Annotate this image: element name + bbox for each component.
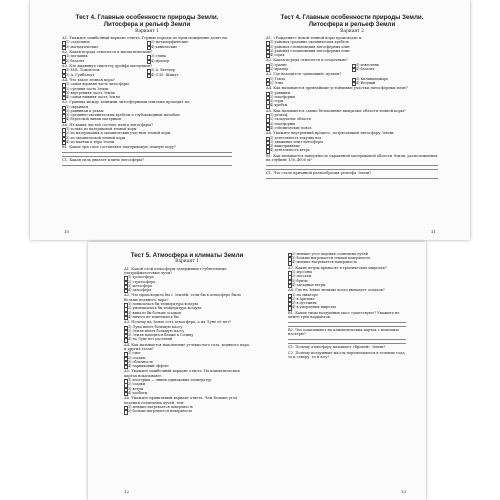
answer-option [288, 260, 406, 264]
options-row [62, 73, 232, 77]
answer-option-text: 4) в умеренных широтах [292, 305, 337, 310]
answer-option-text: 1) меньше нагревается поверхность [128, 405, 193, 410]
answer-option-text: 3) больше нагревается земная поверхность [292, 256, 371, 261]
answer-checkbox[interactable] [266, 127, 270, 131]
answer-checkbox[interactable] [62, 74, 66, 78]
options-row [266, 67, 438, 71]
question-text: С1. Что стало причиной разнообразия рельефа Земли? [266, 170, 372, 175]
answer-option-text: 3) платформы [270, 121, 296, 126]
answer-option-text: 3) районах столкновения литосферных плит [270, 48, 350, 53]
answer-option-text: 2) платформы [270, 95, 296, 100]
question-text: А2. Что происходило бы с Землёй, если бы в атмосфере было больше водяного пара? [124, 293, 241, 302]
answer-option-text: 2) Земля имеет большую массу [128, 328, 185, 333]
variant-label: Вариант 1 [135, 28, 159, 34]
answer-checkbox[interactable] [62, 96, 66, 100]
answer-checkbox[interactable] [147, 60, 151, 64]
answer-option-text: 1) равнины [270, 90, 291, 95]
question-text: С1. Почему атмосферу называют «броней» Земли? [288, 344, 386, 349]
answer-line [266, 178, 438, 179]
answer-line [288, 326, 406, 327]
col-p11 [266, 0, 438, 240]
question-text: А5. Граница между земными литосферными плитами проходит по: [62, 100, 191, 105]
answer-line [288, 343, 406, 344]
answer-option [62, 140, 232, 144]
answer-option-text: 4) на Луне нет растений [128, 337, 173, 342]
answer-option [288, 305, 406, 309]
answer-checkbox[interactable] [62, 46, 66, 50]
question-text: С2. Почему воздушные массы перемещаются в течение года то к северу, то к югу? [288, 350, 405, 359]
answer-option [124, 364, 250, 368]
test-title: Тест 4. Главные особенности природы Земли. Литосфера и рельеф Земли [280, 14, 424, 29]
answer-option-text: 2) из материковых и океанических участков земной коры [66, 131, 171, 136]
answer-option-text: 3) магматические [66, 44, 99, 49]
question-text: А4. Как называются древнейшие устойчивые участки литосферных плит? [266, 86, 408, 91]
answer-option-text: 2) больше нагревается поверхность [128, 409, 193, 414]
question-text: А6. Укажите правильный вариант ответа. Чем больше угол падения солнечных лучей, тем: [124, 396, 238, 405]
answer-option-text: 1) Гекла [270, 76, 286, 81]
answer-option-text: 3) известняк [356, 62, 379, 67]
answer-checkbox[interactable] [124, 338, 128, 342]
answer-option-text: 2) метаморфические [151, 40, 189, 45]
answer-option-text: 3) выпало бы больше осадков [128, 310, 181, 315]
answer-option [62, 95, 232, 99]
answer-option [352, 81, 438, 85]
question-text: А7. Какие ветры приносят в тропических широтах? [288, 265, 387, 270]
page-12 [88, 242, 426, 500]
answer-option-text: 1) тропосфера [128, 275, 154, 280]
col-p10 [62, 0, 232, 240]
answer-checkbox[interactable] [124, 392, 128, 396]
answer-option [266, 126, 438, 130]
answer-checkbox[interactable] [266, 149, 270, 153]
answer-option [266, 81, 352, 85]
answer-option [124, 315, 250, 319]
answer-option-text: 4) деятельность ветра [270, 148, 310, 153]
answer-option-text: 3) ветры [128, 386, 144, 391]
answer-option-text: 2) стратосфера [128, 279, 156, 284]
answer-option-text: 2) движение плит литосферы [270, 139, 323, 144]
options-row [62, 59, 232, 63]
answer-option-text: 3) срединно-океаническим хребтам и глубоководным желобам [66, 113, 180, 118]
answer-option-text: 1) гранит [270, 62, 287, 67]
question-text: А1. Укажите ошибочный вариант ответа. Горные породы по происхождению делят на: [62, 36, 229, 40]
question-text: А3. Почему на Земле есть атмосфера, а на Луне её нет? [124, 320, 232, 325]
answer-option [62, 45, 147, 49]
answer-option-text: 1) смог [128, 351, 141, 356]
answer-option-text: 4) экзосфера [128, 288, 152, 293]
answer-option-text: 4) самая нижняя часть Земли [66, 95, 120, 100]
answer-option-text: 2) осадки [128, 382, 145, 387]
answer-option-text: 4) базальт [356, 67, 375, 72]
answer-checkbox[interactable] [352, 68, 356, 72]
answer-option-text: 2) равнинам и рекам [66, 109, 104, 114]
page-number-11: 11 [430, 229, 436, 234]
answer-option [147, 45, 232, 49]
answer-option-text: 2) уменьшилась бы температура воздуха [128, 306, 202, 311]
answer-checkbox[interactable] [147, 46, 151, 50]
answer-option-text: 1) Луна имеет большую массу [128, 324, 183, 329]
answer-option-text: 4) Везувий [356, 81, 376, 86]
answer-checkbox[interactable] [288, 284, 292, 288]
answer-checkbox[interactable] [288, 261, 292, 265]
answer-checkbox[interactable] [266, 82, 270, 86]
col-p13 [288, 242, 406, 500]
question-text: А3. Где находится «дышащий» вулкан? [266, 72, 342, 77]
answer-option-text: 4) меньше нагревается поверхность [292, 260, 357, 265]
answer-option-text: 4) парниковый эффект [128, 364, 169, 369]
answer-checkbox[interactable] [288, 306, 292, 310]
answer-option-text: 2) Этна [270, 81, 284, 86]
answer-option-text: 3) облачность [128, 359, 153, 364]
question-text: В1. Какие три слоя составляют материковую земную кору? [62, 145, 176, 150]
answer-option-text: 1) рельеф [270, 113, 288, 118]
answer-option-text: 1) повысилась бы температура воздуха [128, 302, 199, 307]
answer-checkbox[interactable] [124, 410, 128, 414]
answer-option-text: 1) деятельность текучих вод [270, 135, 322, 140]
answer-line [266, 165, 438, 166]
question-text: А4. Что такое земная кора? [62, 78, 115, 82]
answer-option-text: 3) горы [270, 99, 284, 104]
answer-option-text: 1) окраинам [66, 104, 89, 109]
answer-checkbox[interactable] [147, 74, 151, 78]
question-text: А8. Где на Земле меньше всего выпадает осадков? [288, 288, 385, 293]
answer-option [147, 73, 232, 77]
page-number-13: 13 [400, 489, 406, 494]
answer-option-text: 2) складчатые области [270, 117, 312, 122]
answer-option [266, 148, 438, 152]
answer-option [266, 53, 438, 57]
page-number-12: 12 [124, 489, 130, 494]
variant-label: Вариант 1 [175, 259, 199, 265]
answer-option-text: 4) химические [151, 44, 178, 49]
answer-option [266, 103, 438, 107]
answer-option-text: 4) хребты [270, 103, 288, 108]
answer-option-text: 2) базальт [66, 58, 85, 63]
answer-option-text: 2) меньше угол падения солнечных лучей [292, 252, 368, 256]
answer-option-text: 3) Земля находится ближе к Солнцу [128, 333, 194, 338]
answer-option [124, 391, 250, 395]
answer-checkbox[interactable] [266, 54, 270, 58]
answer-option-text: 1) осадочные [66, 40, 90, 45]
question-text: А4. Как называется накопление углекислого газа, водяного пара и других газов? [124, 342, 249, 352]
answer-checkbox[interactable] [124, 316, 128, 320]
question-text: В2. Что показывают на климатических картах с помощью изотерм? [288, 327, 399, 337]
question-text: А2. Какая порода относится к магматическим? [62, 50, 153, 54]
answer-checkbox[interactable] [266, 104, 270, 108]
question-text: А5. Укажите ошибочный вариант ответа. На климатических картах показывают: [124, 369, 240, 378]
question-text: В1. Какие типы воздушных масс существуют? Укажите не менее трёх вариантов. [288, 310, 400, 320]
answer-checkbox[interactable] [62, 60, 66, 64]
question-text: А5. Как называются самые безмолвные выпуклые области земной коры? [266, 108, 406, 113]
answer-line [62, 156, 232, 157]
answer-option-text: 3) глина [151, 54, 167, 59]
test-title: Тест 5. Атмосфера и климаты Земли [130, 252, 244, 259]
answer-option-text: 4) О.Ю. Шмидт [151, 72, 179, 77]
answer-checkbox[interactable] [124, 365, 128, 369]
answer-option-text: 1) на экваторе [292, 292, 318, 297]
answer-option [124, 337, 250, 341]
question-text: А3. Кто выдвинул гипотезу дрейфа материков? [62, 64, 153, 68]
answer-option-text: 1) муссоны [292, 270, 312, 275]
answer-option-text: 3) Килиманджаро [356, 76, 389, 81]
answer-option-text: 2) в Арктике [292, 296, 315, 301]
answer-option-text: 4) береговой линии материков [66, 117, 122, 122]
answer-option-text: 2) районах столкновения литосферных плит [270, 44, 350, 49]
answer-checkbox[interactable] [62, 118, 66, 122]
answer-option-text: 3) в пустынях [292, 301, 317, 306]
answer-option [288, 283, 406, 287]
answer-option-text: 4) изобаты [128, 390, 148, 395]
page-10 [30, 0, 470, 240]
question-text: А1. Какой слой атмосферы задерживает губительные ультрафиолетовые лучи? [124, 266, 227, 275]
answer-option-text: 4) ничего не изменилось бы [128, 314, 179, 319]
answer-line [266, 169, 438, 170]
answer-option-text: 2) осадки [128, 355, 145, 360]
answer-option-text: 4) сейсмические пояса [270, 125, 312, 130]
answer-option-text: 3) выветривание [270, 144, 300, 149]
answer-line [288, 322, 406, 323]
answer-option [62, 117, 232, 121]
answer-option-text: 1) только из материковой земной коры [66, 127, 137, 132]
test-title: Тест 4. Главные особенности природы Земли. Литосфера и рельеф Земли [75, 14, 219, 29]
question-text: С1. Какая сила двигает плиты литосферы? [62, 158, 144, 162]
answer-option-text: 4) западные ветры [292, 282, 326, 287]
page-number-10: 10 [64, 229, 70, 234]
answer-option-text: 1) М.В. Ломоносов [66, 68, 100, 73]
answer-option [124, 409, 250, 413]
variant-label: Вариант 2 [340, 28, 364, 34]
answer-option-text: 1) районах срединно-океанических хребтов [270, 40, 349, 45]
answer-option-text: 4) горах [270, 53, 285, 58]
answer-line [62, 152, 232, 153]
question-text: А2. Какая порода относится к осадочным? [266, 58, 348, 63]
answer-option-text: 4) из мантии и ядра Земли [66, 139, 115, 144]
question-text: А6. Из каких частей состоит плита литосферы? [62, 122, 153, 127]
answer-option-text: 3) А. Вегенер [151, 68, 175, 73]
answer-option [124, 288, 250, 292]
answer-option-text: 3) бризы [292, 278, 308, 283]
answer-option [352, 67, 438, 71]
answer-checkbox[interactable] [266, 68, 270, 72]
answer-checkbox[interactable] [124, 289, 128, 293]
answer-option [266, 67, 352, 71]
answer-option-text: 1) самая верхняя часть литосферы [66, 82, 129, 87]
answer-option-text: 4) мрамор [151, 58, 170, 63]
question-text: А1. «Рождение» новой земной коры происходит в: [266, 36, 363, 40]
answer-option-text: 1) песчаник [66, 54, 88, 59]
col-p12 [124, 242, 250, 500]
answer-line [288, 339, 406, 340]
answer-checkbox[interactable] [62, 141, 66, 145]
answer-checkbox[interactable] [352, 82, 356, 86]
question-text: А6. Укажите внутренний процесс, потрясающий литосферу Земли: [266, 131, 395, 136]
answer-option-text: 2) средняя часть Земли [66, 86, 109, 91]
answer-option [147, 59, 232, 63]
answer-option-text: 1) изотермы — линии одинаковых температур [128, 378, 212, 383]
answer-option [62, 73, 147, 77]
answer-option [62, 59, 147, 63]
answer-option-text: 3) внутренняя часть Земли [66, 90, 115, 95]
answer-option-text: 2) мрамор [270, 67, 289, 72]
answer-option-text: 2) А. Гумбольдт [66, 72, 95, 77]
question-text: В1. Как называется поверхность окраинной материковой области Земли, расположенная на глубине 150–4000 м? [266, 153, 438, 163]
answer-option-text: 2) пассаты [292, 274, 312, 279]
answer-option-text: 3) из океанической земной коры [66, 135, 126, 140]
answer-line [62, 165, 232, 166]
options-row [62, 45, 232, 49]
options-row [266, 81, 438, 85]
answer-option-text: 3) мезосфера [128, 283, 152, 288]
